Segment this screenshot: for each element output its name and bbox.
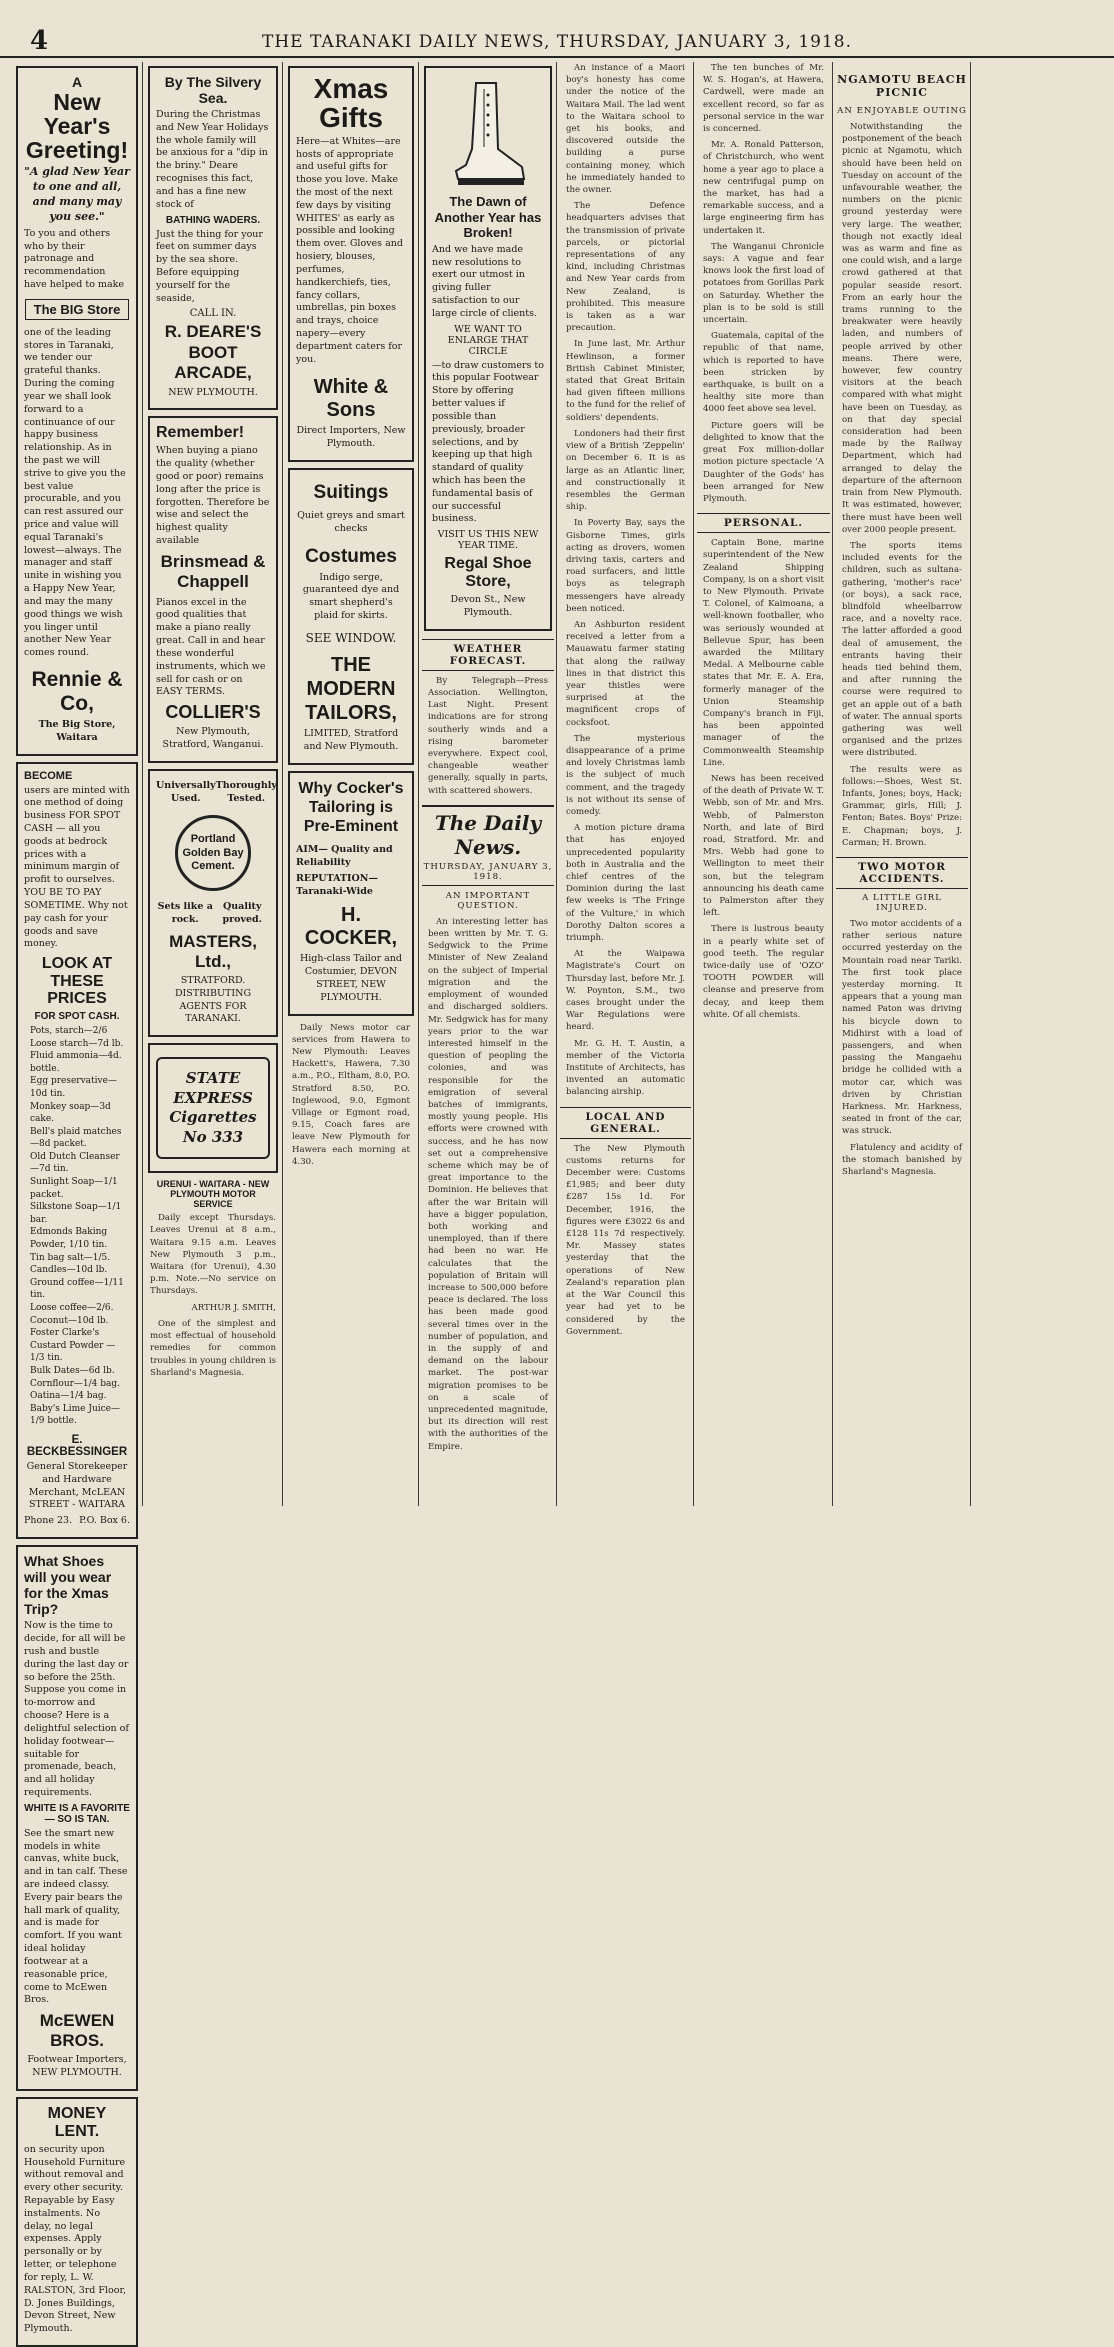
boot-icon <box>448 79 528 189</box>
beck-phone: Phone 23. <box>24 1515 73 1527</box>
greeting-body: To you and others who by their patronage and recommendation have helped to make <box>24 227 124 291</box>
important-heading: AN IMPORTANT QUESTION. <box>445 890 531 911</box>
beck-contact <box>24 1515 130 1528</box>
price-item: Cornflour—1/4 bag. <box>30 1378 121 1389</box>
price-item: Foster Clarke's Custard Powder —1/3 tin. <box>30 1328 116 1364</box>
price-item: Egg preservative—10d tin. <box>30 1076 117 1099</box>
regal-name: Regal Shoe Store, <box>444 555 532 591</box>
weather-article <box>422 675 554 797</box>
modern-tailors-sub: LIMITED, Stratford and New Plymouth. <box>303 727 399 752</box>
news-item: The Wanganui Chronicle says: A vague and fear knows look the first load of potatoes from Gorillas Park on Saturday. Whether the plan is to be sold is still uncertain. <box>703 241 824 326</box>
news-item: A motion picture drama that has enjoyed unprecedented popularity both in Australia and the chief centres of the Dominion during the last few weeks is 'The Fringe of the Vulture,' in which Dorothy Dalton scores a triumph. <box>566 823 685 944</box>
cocker-reputation: REPUTATION— Taranaki-Wide <box>296 872 378 897</box>
price-item: Baby's Lime Juice—1/9 bottle. <box>30 1403 121 1427</box>
personal-body: Captain Bone, marine superintendent of the New Zealand Shipping Company, is on a short visit to New Plymouth. Private T. Colonel, of Kaimoana, a well-known footballer, who was seriously wounded at Bellevue Spur, has been awarded the Military Medal. A Melbourne cable states that Mr. E. A. Era, formerly manager of the Union Steamship Company's branch in Fiji, has been appointed manager of the Commonwealth Steamship Line. <box>703 538 824 768</box>
visit-heading: VISIT US THIS NEW YEAR TIME. <box>437 529 539 552</box>
rennie-sub: The Big Store, Waitara <box>38 718 116 743</box>
white-sons-name: White & Sons <box>313 376 389 422</box>
silvery-body: During the Christmas and New Year Holidays the whole family will be anxious for a "dip in the briny." Deare recognises this fact, and has a fine new stock of <box>156 109 269 210</box>
masters-sub: STRATFORD. DISTRIBUTING AGENTS FOR TARANAKI. <box>174 975 252 1025</box>
daily-news-masthead: The Daily News. <box>422 805 554 859</box>
brinsmead-heading: Brinsmead & Chappell <box>160 551 266 592</box>
column-rule <box>418 62 419 1506</box>
cocker-ad <box>288 771 414 1016</box>
ad-letter: A <box>71 74 83 90</box>
news-item: There is lustrous beauty in a pearly white set of good teeth. The regular twice-daily use of 'OZO' TOOTH POWDER will cleanse and preserve from decay, and keep them white. Of all chemists. <box>703 924 824 1020</box>
beck-box: P.O. Box 6. <box>79 1515 130 1527</box>
prices-sub: FOR SPOT CASH. <box>34 1010 120 1022</box>
greeting-title: New Year's Greeting! <box>25 89 129 164</box>
news-item: The ten bunches of Mr. W. S. Hogan's, at Hawera, Cardwell, were made an excellent record, so far as personal service in the war is concerned. <box>703 63 824 135</box>
news-item: In June last, Mr. Arthur Hewlinson, a former British Cabinet Minister, stated that Great Britain had given fifteen millions to the fund for the relief of soldiers' dependents. <box>566 339 685 423</box>
price-item: Silkstone Soap—1/1 bar. <box>30 1202 122 1225</box>
remember-body: When buying a piano the quality (whether good or poor) remains long after the price is forgotten. Therefore be wise and select the highest quality available <box>156 445 270 547</box>
white-sons-sub: Direct Importers, New Plymouth. <box>296 425 406 450</box>
column-6 <box>697 62 830 1506</box>
important-body: An interesting letter has been written by Mr. T. G. Sedgwick to the Prime Minister of New Zealand on the subject of Imperial migration and the employment of wounded and discharged soldiers. Mr. Sedgwick has for many years prior to the war interested himself in the question of peopling the colonies, and was responsible for the emigration of several batches of immigrants, mostly young people. His efforts were crowned with success, and he has now set out a comprehensive scheme which may be of great importance to the Dominion. He believes that after the war Britain will have a bigger population, both working and unemployed, than if there had been no war. He calculates that the population of Britain will increase to 500,000 before peace is declared. The loss has been made good several times over in the number of population, and in the supply of and demand on the labour market. The post-war migration promises to be on a scale of unprecedented magnitude, but its direction will rest with the authorities of the Empire. <box>428 916 548 1452</box>
money-body: on security upon Household Furniture without removal and every other security. Repayable by Easy instalments. No delay, no legal expenses. Apply personally or by letter, or telephone for reply, L. W. RALSTON, 3rd Floor, D. Jones Buildings, Devon Street, New Plymouth. <box>24 2143 126 2335</box>
cement-brand: Portland Golden Bay Cement. <box>182 832 244 873</box>
big-store-label: The BIG Store <box>25 299 130 320</box>
see-window: SEE WINDOW. <box>305 630 397 645</box>
column-rule <box>282 62 283 1506</box>
masters-cement-ad <box>148 769 278 1038</box>
news-item: Mr. A. Ronald Patterson, of Christchurch, who went home a year ago to place a new centrifugal pump on the market, has had a remarkable success, and a large engineering firm has undertaken it. <box>703 140 824 236</box>
become-body: users are minted with one method of doing business FOR SPOT CASH — all you goods at bedrock prices with a minimum margin of profit to ourselves. YOU BE TO PAY SOMETIME. Why not pay cash for your goods and save money. <box>24 784 130 950</box>
colliers-name: COLLIER'S <box>165 702 261 723</box>
mcewen-shoes-ad <box>16 1545 138 2091</box>
cocker-sub: High-class Tailor and Costumier, DEVON STREET, NEW PLYMOUTH. <box>299 953 402 1003</box>
thoroughly-tested: Thoroughly Tested. <box>215 779 277 804</box>
weather-body: By Telegraph—Press Association. Wellington, Last Night. Present indications are for strong southerly winds and a rising barometer everywhere. Expect cool, changeable weather generally, squally in parts, with scattered showers. <box>428 675 548 796</box>
state-express-ad <box>148 1043 278 1173</box>
column-rule <box>832 62 833 1506</box>
colliers-sub: New Plymouth, Stratford, Wanganui. <box>162 726 264 750</box>
deare-name: R. DEARE'S BOOT ARCADE, <box>164 322 262 383</box>
accidents-heading: TWO MOTOR ACCIDENTS. <box>836 857 968 889</box>
hawera-body: Daily News motor car services from Hawera to New Plymouth: Leaves Hackett's, Hawera, 7.30 a.m., P.O., Eltham, 8.0, P.O. Stratford 8.50, P.O. Inglewood, 9.0, Egmont Village or Egmont road, 9.15, Coach fares are leave New Plymouth for Hawera each morning at 4.30. <box>292 1022 410 1167</box>
shoes-body: Now is the time to decide, for all will be rush and bustle during the last day or so before the 25th. Suppose you come in to-morrow and choose? Here is a delightful selection of holiday footwear—suitable for promenade, beach, and all holiday requirements. <box>24 1620 129 1798</box>
new-year-greeting-ad <box>16 66 138 756</box>
greeting-quote: "A glad New Year to one and all, and many may you see." <box>24 165 130 223</box>
regal-shoe-ad <box>424 66 552 631</box>
spot-cash-ad <box>16 762 138 1539</box>
masters-name: MASTERS, Ltd., <box>169 932 257 972</box>
suitings-sub: Quiet greys and smart checks <box>297 510 405 534</box>
news-item: Mr. G. H. T. Austin, a member of the Victoria Institute of Architects, has invented an automatic balancing airship. <box>566 1038 685 1098</box>
enlarge-heading: WE WANT TO ENLARGE THAT CIRCLE <box>447 323 529 357</box>
mcewen-name: McEWEN BROS. <box>39 2011 115 2051</box>
shoes-body-2: See the smart new models in white canvas, white buck, and in tan calf. These are indeed classy. Every pair bears the hall mark of quality, and is made for comfort. If you want ideal holiday footwear at a reasonable price, come to McEwen Bros. <box>24 1827 128 2006</box>
xmas-gifts-heading: Xmas Gifts <box>313 73 389 134</box>
regal-sub: Devon St., New Plymouth. <box>450 594 526 619</box>
silvery-body-2: Just the thing for your feet on summer days by the sea shore. Before equipping yourself for the seaside, <box>156 228 263 304</box>
rennie-name: Rennie & Co, <box>31 667 123 715</box>
price-item: Bell's plaid matches—8d packet. <box>30 1126 122 1150</box>
news-item: An instance of a Maori boy's honesty has come under the notice of the Waitara Mail. The lad went to the Waitara school to get his books, and discovered outside the building a purse containing money, which he immediately handed to the owner. <box>566 63 685 196</box>
costumes-body: Indigo serge, guaranteed dye and smart shepherd's plaid for skirts. <box>302 571 400 622</box>
motor-body: Daily except Thursdays. Leaves Urenui at 8 a.m., Waitara 9.15 a.m. Leaves New Plymouth 3 p.m., Waitara (for Urenui), 4.30 p.m. Note.—No service on Thursdays. <box>150 1213 276 1297</box>
xmas-body: Here—at Whites—are hosts of appropriate and useful gifts for those you love. Make the most of the next few days by visiting WHITES' as early as possible and looking them over. Gloves and hosiery, blouses, perfumes, handkerchiefs, ties, fancy collars, umbrellas, pin boxes and trays, choice napery—every department caters for you. <box>296 135 403 365</box>
sets-like-rock: Sets like a rock. <box>157 901 213 926</box>
price-item: Loose coffee—2/6. <box>30 1303 114 1314</box>
column-7 <box>836 62 968 1506</box>
beck-sub: General Storekeeper and Hardware Merchant, McLEAN STREET - WAITARA <box>26 1460 128 1511</box>
price-item: Loose starch—7d lb. <box>30 1038 124 1049</box>
prices-title: LOOK AT THESE PRICES <box>41 955 113 1008</box>
suitings-heading: Suitings <box>313 482 389 504</box>
personal-heading: PERSONAL. <box>697 513 830 533</box>
modern-tailors-name: THE MODERN TAILORS, <box>305 653 397 724</box>
magnesia-note: Flatulency and acidity of the stomach banished by Sharland's Magnesia. <box>842 1142 962 1178</box>
price-item: Monkey soap—3d cake. <box>30 1101 111 1125</box>
price-item: Ground coffee—1/11 tin. <box>30 1277 124 1301</box>
price-item: Bulk Dates—6d lb. <box>30 1365 115 1376</box>
white-tan-heading: WHITE IS A FAVORITE — SO IS TAN. <box>24 1802 130 1825</box>
price-list <box>24 1025 130 1428</box>
price-item: Coconut—10d lb. <box>30 1315 109 1326</box>
beck-name: E. BECKBESSINGER <box>26 1433 128 1458</box>
price-item: Pots, starch—2/6 <box>30 1025 108 1036</box>
price-item: Sunlight Soap—1/1 packet. <box>30 1177 118 1200</box>
mcewen-sub: Footwear Importers, NEW PLYMOUTH. <box>27 2054 127 2078</box>
column-5 <box>560 62 691 1506</box>
news-item: News has been received of the death of Private W. T. Webb, son of Mr. and Mrs. Webb, of Palmerston North, and late of Bird road, Stratford. Mr. and Mrs. Webb had gone to Wellington to meet their son, but the telegram announcing his death came to Palmerston after they left. <box>703 773 824 919</box>
cocker-name: H. COCKER, <box>304 904 398 950</box>
motor-sign: ARTHUR J. SMITH, <box>191 1302 276 1313</box>
picnic-body-2: The sports items included events for the children, such as sultana-gathering, 'mother's race' (or boys), a sack race, blindfold wheelbarrow race, and a novelty race. The latter afforded a good deal of amusement, the entrants having their heads tied behind them, and after running the course were required to get an apple out of a bath of water. The annual sports gathering was well organised and the prizes were distributed. <box>842 540 962 759</box>
news-column-6 <box>697 62 830 505</box>
column-3 <box>286 62 416 1506</box>
page-number: 4 <box>30 26 49 56</box>
news-item: In Poverty Bay, says the Gisborne Times, girls acting as drovers, women driving taxis, carters and road surfacers, and little boys as telegraph messengers have already been noticed. <box>566 518 685 614</box>
price-item: Old Dutch Cleanser—7d tin. <box>30 1151 120 1175</box>
news-item: An Ashburton resident received a letter from a Mauawatu farmer stating that along the railway lines in that district this year thistles were surprised at the magnificent crops of cocksfoot. <box>566 619 685 728</box>
news-item: At the Waipawa Magistrate's Court on Thursday last, before Mr. J. W. Poynton, S.M., two cases brought under the War Regulations were heard. <box>566 949 685 1033</box>
call-in: CALL IN. <box>189 308 237 320</box>
cocker-aim: AIM— Quality and Reliability <box>296 844 393 868</box>
hawera-notice <box>286 1022 416 1168</box>
accidents-subheading: A LITTLE GIRL INJURED. <box>862 892 942 913</box>
modern-tailors-ad <box>288 468 414 765</box>
column-2 <box>146 62 280 1506</box>
local-general-body: The New Plymouth customs returns for December were: Customs £1,985; and beer duty £287 15s 1d. For December, 1916, the figures were £3022 6s and £128 11s 7d respectively. Mr. Massey states yesterday that the operations of New Zealand's reparation plan at the War Council this year had yet to be considered by the Government. <box>566 1143 685 1337</box>
column-rule <box>556 62 557 1506</box>
money-title: MONEY LENT. <box>47 2104 107 2140</box>
masthead <box>0 0 1114 58</box>
news-item: Guatemala, capital of the republic of that name, which is reported to have been stricken by earthquake, is built on a healthy site more than 4000 feet above sea level. <box>703 331 824 415</box>
local-general-article <box>560 1143 691 1338</box>
price-item: Tin bag salt—1/5. <box>30 1252 111 1263</box>
whites-ad <box>288 66 414 462</box>
dawn-body: And we have made new resolutions to exert our utmost in giving fuller satisfaction to our large circle of clients. <box>432 243 537 319</box>
brinsmead-body: Pianos excel in the good qualities that make a piano really great. Call in and hear these wonderful instruments, which we sell for cash or on EASY TERMS. <box>156 596 266 698</box>
column-rule <box>970 62 971 1506</box>
become-heading: BECOME <box>24 769 73 782</box>
cigarette-packet <box>156 1057 270 1159</box>
cocker-title: Why Cocker's Tailoring is Pre-Eminent <box>298 779 404 835</box>
column-1 <box>14 62 140 2335</box>
accidents-body: Two motor accidents of a rather serious nature occurred yesterday on the Mountain road near Tariki. The first took place yesterday morning. It appears that a young man named Paton was driving his bicycle down to Midhirst with a load of passengers, and when passing the Mangaehu bridge he collided with a motor car, which was driven by Christian Harkness. Mr. Harkness, seated in front of the car, was struck. <box>842 918 962 1137</box>
price-item: Oatina—1/4 bag. <box>30 1391 107 1402</box>
important-article <box>422 916 554 1453</box>
deare-ad <box>148 66 278 410</box>
shoes-title: What Shoes will you wear for the Xmas Trip? <box>24 1553 112 1618</box>
price-item: Candles—10d lb. <box>30 1265 108 1276</box>
money-lent-ad <box>16 2097 138 2347</box>
picnic-body: Notwithstanding the postponement of the beach picnic at Ngamotu, which should have been held on Tuesday on account of the unfavourable weather, the numbers on the picnic ground yesterday were very large. The weather, though not exactly ideal was as warm and fine as one could wish, and a large crowd gathered at that popular seaside resort. From an early hour the trams running to the breakwater were heavily laden, and numbers of people arrived by other means. There were, however, few country visitors at the beach compared with what might have been on Tuesday, as on that day special consideration had been made by the Railway Department, which had arranged to delay the departure of the afternoon train from New Plymouth. It was estimated, however, there must have been well over 2000 people present. <box>842 122 962 535</box>
bathing-heading: BATHING WADERS. <box>165 214 261 226</box>
dawn-title: The Dawn of Another Year has Broken! <box>434 194 542 241</box>
motor-service-notice <box>146 1179 280 1379</box>
colliers-ad <box>148 416 278 762</box>
news-column-5 <box>560 62 691 1099</box>
column-rule <box>142 62 143 1506</box>
cement-seal <box>175 815 251 891</box>
costumes-heading: Costumes <box>305 545 397 567</box>
picnic-results: The results were as follows:—Shoes, West St. Infants, Jones; boys, Hack; Grammar, girls, Hill; J. Fenton; Bates. Boys' Prize: E. Chapman; boys, J. Carman; H. Brown. <box>842 764 962 848</box>
picnic-article <box>836 121 968 849</box>
boot-illustration <box>432 74 544 194</box>
state-express-label: STATE EXPRESS Cigarettes No 333 <box>169 1069 257 1146</box>
picnic-heading: NGAMOTU BEACH PICNIC <box>837 73 967 99</box>
big-store-body: one of the leading stores in Taranaki, we tender our grateful thanks. During the coming year we shall look forward to a continuance of our happy business relationship. As in the past we will strive to give you the best value procurable, and you can rest assured our price and value will equal Taranaki's lowest—always. The manager and staff unite in wishing you a Happy New Year, and may the many good things we wish you linger until another New Year comes round. <box>24 326 126 659</box>
dawn-body-2: —to draw customers to this popular Footwear Store by offering better values if possible than previously, broader selections, and by keeping up that high standard of quality which has been the fundamental basis of our successful business. <box>432 359 544 525</box>
cement-tagline <box>156 779 277 806</box>
weather-heading: WEATHER FORECAST. <box>422 639 554 671</box>
deare-sub: NEW PLYMOUTH. <box>168 386 258 398</box>
news-item: Londoners had their first view of a British 'Zeppelin' on December 6. It is as large as an Atlantic liner, and constructionally it resembles the German ship. <box>566 428 685 513</box>
motor-title: URENUI - WAITARA - NEW PLYMOUTH MOTOR SERVICE <box>156 1179 270 1210</box>
column-rule <box>693 62 694 1506</box>
daily-news-date: THURSDAY, JANUARY 3, 1918. <box>422 862 554 886</box>
price-item: Fluid ammonia—4d. bottle. <box>30 1051 122 1074</box>
silvery-title: By The Silvery Sea. <box>164 74 262 106</box>
newspaper-title: THE TARANAKI DAILY NEWS, THURSDAY, JANUARY 3, 1918. <box>261 32 852 52</box>
remedy-note: One of the simplest and most effectual of household remedies for common troubles in young children is Sharland's Magnesia. <box>150 1318 276 1378</box>
personal-article <box>697 537 830 1021</box>
quality-proved: Quality proved. <box>222 901 262 926</box>
picnic-subheading: AN ENJOYABLE OUTING <box>837 106 967 116</box>
remember-heading: Remember! <box>156 424 245 442</box>
column-4 <box>422 62 554 1506</box>
price-item: Edmonds Baking Powder, 1/10 tin. <box>30 1227 108 1251</box>
news-item: The Defence headquarters advises that the transmission of private parcels, or pictorial representations of any kind, including Christmas and New Year cards from New Zealand, is prohibited. This measure is taken as a war precaution. <box>566 201 685 334</box>
local-general-heading: LOCAL AND GENERAL. <box>560 1107 691 1139</box>
cement-tagline-2 <box>156 901 270 927</box>
universally-used: Universally Used. <box>156 779 216 804</box>
motor-body-wrap <box>150 1212 276 1379</box>
news-item: The mysterious disappearance of a prime and lovely Christmas lamb is the subject of much comment, and the tragedy is not without its sense of comedy. <box>566 733 685 817</box>
news-item: Picture goers will be delighted to know that the great Fox million-dollar motion picture spectacle 'A Daughter of the Gods' has been arranged for New Plymouth. <box>703 420 824 504</box>
accidents-article <box>836 918 968 1178</box>
